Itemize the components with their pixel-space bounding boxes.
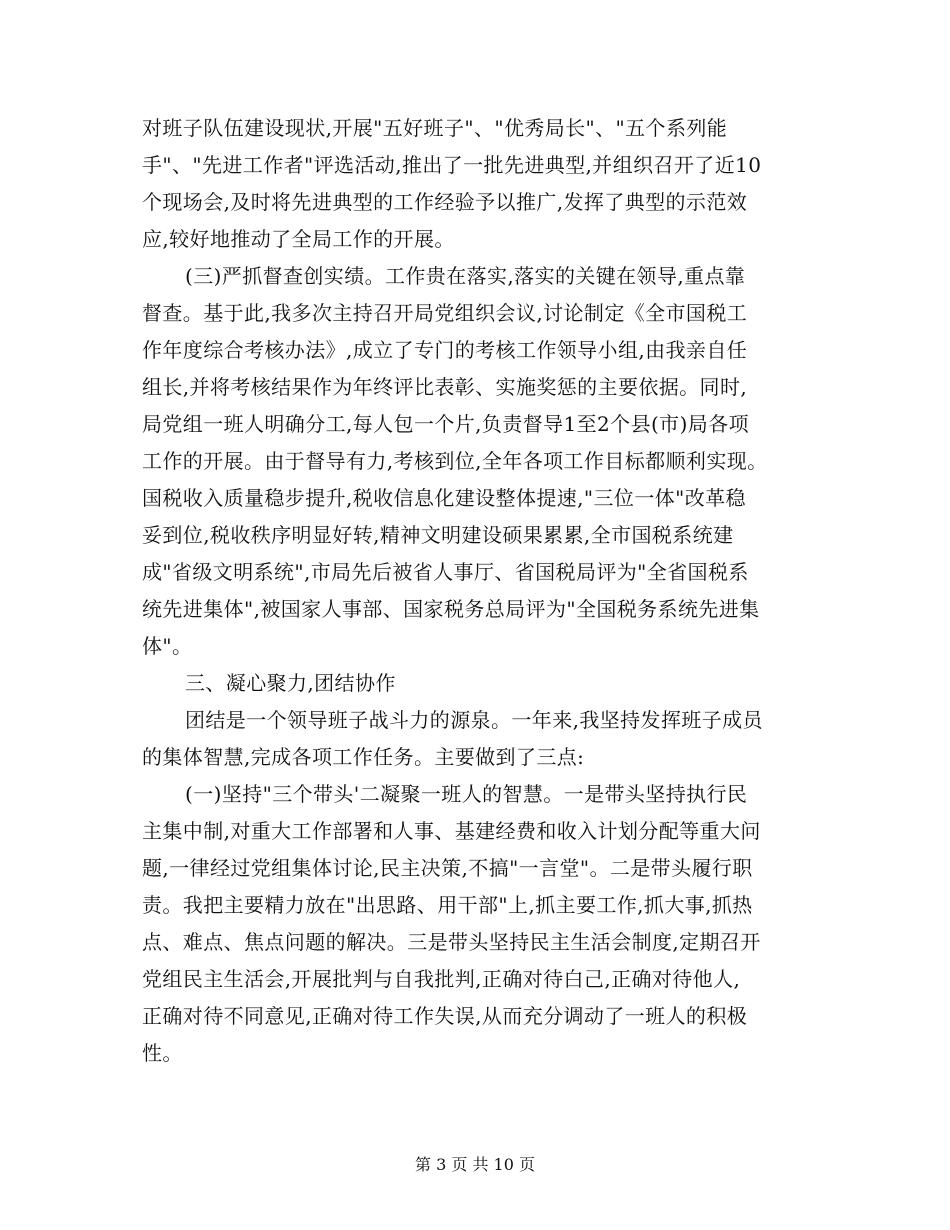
body-line: 成"省级文明系统",市局先后被省人事厅、省国税局评为"全省国税系 <box>142 560 749 584</box>
body-line: 的集体智慧,完成各项工作任务。主要做到了三点: <box>142 745 585 769</box>
body-line: 性。 <box>142 1041 183 1065</box>
body-line: 对班子队伍建设现状,开展"五好班子"、"优秀局长"、"五个系列能 <box>142 116 728 140</box>
body-line: 作年度综合考核办法》,成立了专门的考核工作领导小组,由我亲自任 <box>142 338 748 362</box>
body-line: 体"。 <box>142 634 193 658</box>
body-line: (一)坚持"三个带头'二凝聚一班人的智慧。一是带头坚持执行民 <box>185 782 748 806</box>
body-line: 应,较好地推动了全局工作的开展。 <box>142 227 455 251</box>
body-line: 正确对待不同意见,正确对待工作失误,从而充分调动了一班人的积极 <box>142 1004 748 1028</box>
body-line: 主集中制,对重大工作部署和人事、基建经费和收入计划分配等重大问 <box>142 819 761 843</box>
body-line: (三)严抓督查创实绩。工作贵在落实,落实的关键在领导,重点靠 <box>185 264 746 288</box>
body-line: 督查。基于此,我多次主持召开局党组织会议,讨论制定《全市国税工 <box>142 301 748 325</box>
body-line: 局党组一班人明确分工,每人包一个片,负责督导1至2个县(市)局各项 <box>142 412 749 436</box>
section-heading: 三、凝心聚力,团结协作 <box>185 671 396 695</box>
body-line: 题,一律经过党组集体讨论,民主决策,不搞"一言堂"。二是带头履行职 <box>142 856 753 880</box>
body-line: 责。我把主要精力放在"出思路、用干部"上,抓主要工作,抓大事,抓热 <box>142 893 753 917</box>
body-line: 党组民主生活会,开展批判与自我批判,正确对待白己,正确对待他人, <box>142 967 741 991</box>
body-line: 组长,并将考核结果作为年终评比表彰、实施奖惩的主要依据。同时, <box>142 375 748 399</box>
body-line: 个现场会,及时将先进典型的工作经验予以推广,发挥了典型的示范效 <box>142 190 748 214</box>
body-line: 国税收入质量稳步提升,税收信息化建设整体提速,"三位一体"改革稳 <box>142 486 746 510</box>
body-line: 工作的开展。由于督导有力,考核到位,全年各项工作目标都顺利实现。 <box>142 449 768 473</box>
page-number-footer: 第 3 页 共 10 页 <box>415 1155 535 1174</box>
body-line: 妥到位,税收秩序明显好转,精神文明建设硕果累累,全市国税系统建 <box>142 523 734 547</box>
body-line: 点、难点、焦点问题的解决。三是带头坚持民主生活会制度,定期召开 <box>142 930 761 954</box>
body-line: 手"、"先进工作者"评选活动,推出了一批先进典型,并组织召开了近10 <box>142 153 762 177</box>
body-line: 统先进集体",被国家人事部、国家税务总局评为"全国税务系统先进集 <box>142 597 760 621</box>
body-line: 团结是一个领导班子战斗力的源泉。一年来,我坚持发挥班子成员 <box>185 708 763 732</box>
